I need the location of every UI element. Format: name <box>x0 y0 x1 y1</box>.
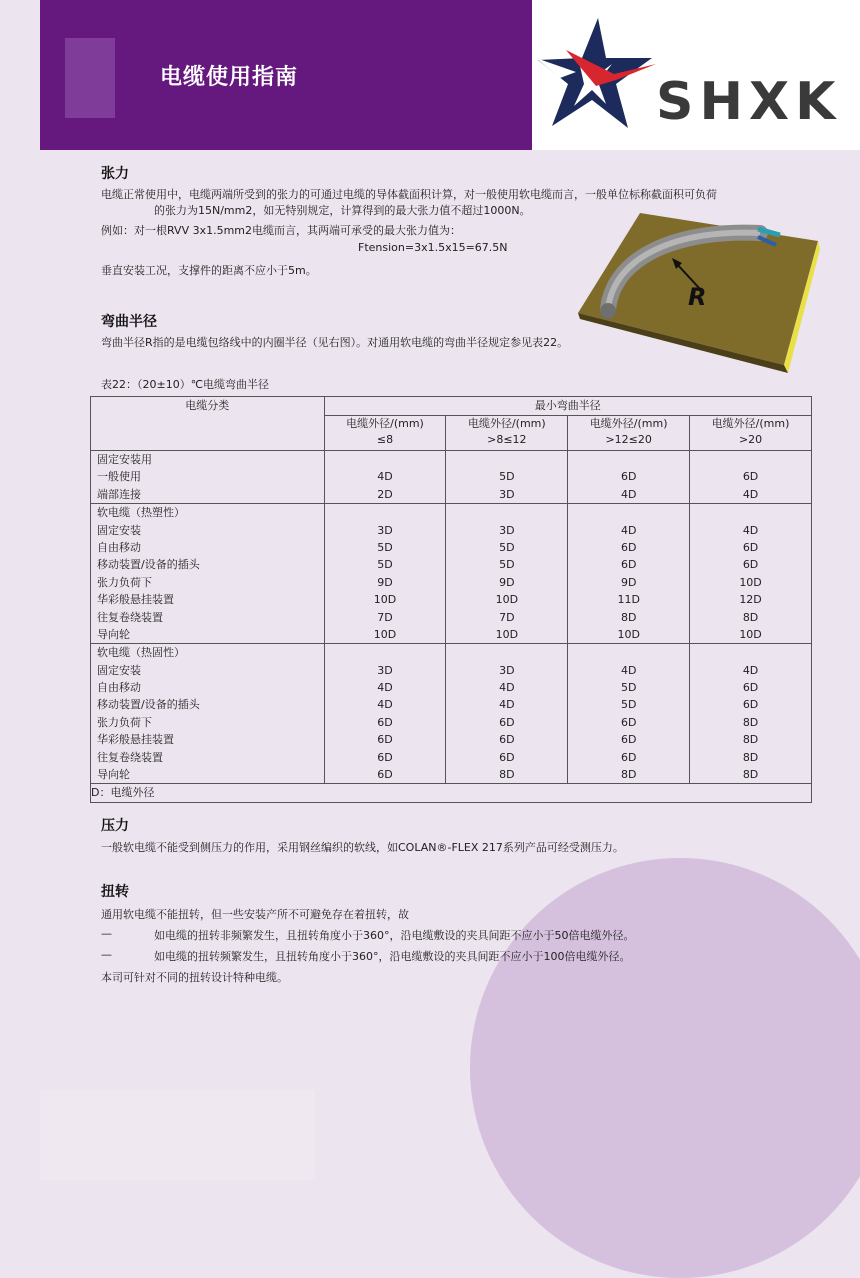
subheader-label: 电缆外径/(mm) <box>346 417 424 430</box>
table-cell: 4D <box>377 470 393 484</box>
table-cell: 6D <box>742 698 759 712</box>
table-cell: 6D <box>377 715 393 729</box>
table-cell: 3D <box>499 663 515 677</box>
header-min-radius: 最小弯曲半径 <box>324 397 811 416</box>
group-title-spacer <box>568 504 689 521</box>
table-cell: 10D <box>739 627 762 641</box>
table-cell: 3D <box>499 487 515 501</box>
torsion-item-1: 如电缆的扭转非频繁发生，且扭转角度小于360°，沿电缆敷设的夹具间距不应小于50倍电缆外径。 <box>154 929 635 942</box>
subheader-label: 电缆外径/(mm) <box>711 417 790 430</box>
table-cell: 6D <box>499 750 515 764</box>
group-title-spacer <box>446 504 567 521</box>
group-title-spacer <box>568 644 689 661</box>
table-cell: 3D <box>377 663 393 677</box>
group-title: 软电缆（热塑性） <box>97 506 185 520</box>
table-caption: 表22：（20±10）℃电缆弯曲半径 <box>101 378 270 391</box>
table-cell: 8D <box>499 768 515 782</box>
group-title-spacer <box>446 644 567 661</box>
row-name: 移动装置/设备的插头 <box>97 558 200 572</box>
table-cell: 5D <box>620 681 637 695</box>
table-cell: 10D <box>739 575 762 589</box>
subheader-range: ≤8 <box>376 433 394 446</box>
table-cell: 3D <box>499 523 515 537</box>
tension-heading: 张力 <box>101 166 129 182</box>
table-cell: 6D <box>377 733 393 747</box>
table-cell: 5D <box>499 558 515 572</box>
table-cell: 4D <box>620 523 637 537</box>
group-title-spacer <box>568 451 689 468</box>
tension-example: 例如：对一根RVV 3x1.5mm2电缆而言，其两端可承受的最大张力值为： <box>101 224 462 237</box>
table-cell: 12D <box>739 593 762 607</box>
table-body <box>91 451 812 784</box>
table-cell: 9D <box>377 575 393 589</box>
table-cell: 9D <box>620 575 637 589</box>
table-cell: 5D <box>499 470 515 484</box>
row-name: 华彩般悬挂装置 <box>97 733 174 747</box>
bend-text: 弯曲半径R指的是电缆包络线中的内圈半径（见右图）。对通用软电缆的弯曲半径规定参见表22。 <box>101 336 569 349</box>
table-group <box>91 451 812 504</box>
table-cell: 5D <box>620 698 637 712</box>
table-cell: 10D <box>495 593 519 607</box>
row-name: 张力负荷下 <box>97 715 152 729</box>
subheader-range: >12≤20 <box>605 433 652 446</box>
tension-text-line2: 的张力为15N/mm2，如无特别规定，计算得到的最大张力值不超过1000N。 <box>154 204 531 217</box>
row-name: 往复卷绕装置 <box>97 610 163 624</box>
subheader-range: >20 <box>738 433 763 446</box>
table-cell: 10D <box>495 627 519 641</box>
row-name: 自由移动 <box>97 681 141 695</box>
table-cell: 4D <box>620 663 637 677</box>
page-title: 电缆使用指南 <box>160 65 299 90</box>
row-name: 张力负荷下 <box>97 575 152 589</box>
bend-radius-table <box>90 396 812 803</box>
table-cell: 6D <box>499 715 515 729</box>
table-cell: 6D <box>620 750 637 764</box>
table-footnote: D：电缆外径 <box>91 784 812 803</box>
row-name: 导向轮 <box>97 627 130 641</box>
table-cell: 4D <box>499 698 515 712</box>
table-cell: 4D <box>620 487 637 501</box>
row-name: 往复卷绕装置 <box>97 750 163 764</box>
table-group <box>91 644 812 784</box>
table-cell: 4D <box>742 663 759 677</box>
table-cell: 6D <box>742 558 759 572</box>
table-cell: 3D <box>377 523 393 537</box>
table-cell: 8D <box>620 768 637 782</box>
table-cell: 7D <box>377 610 393 624</box>
row-name: 固定安装 <box>97 523 141 537</box>
table-cell: 6D <box>377 750 393 764</box>
tension-vertical-note: 垂直安装工况，支撑件的距离不应小于5m。 <box>101 264 317 277</box>
table-cell: 8D <box>742 610 759 624</box>
table-cell: 6D <box>620 715 637 729</box>
group-title: 固定安装用 <box>97 453 152 466</box>
table-cell: 8D <box>742 750 759 764</box>
group-title: 软电缆（热固性） <box>97 646 185 660</box>
table-cell: 9D <box>499 575 515 589</box>
row-name: 移动装置/设备的插头 <box>97 698 200 712</box>
table-cell: 5D <box>377 540 393 554</box>
logo-text: SHXK <box>656 72 842 132</box>
table-cell: 8D <box>742 733 759 747</box>
table-cell: 10D <box>373 593 397 607</box>
torsion-dash-1: — <box>101 927 112 940</box>
tension-text-line1: 电缆正常使用中，电缆两端所受到的张力的可通过电缆的导体截面积计算，对一般使用软电缆而言，一般单位标称截面积可负荷 <box>101 188 717 201</box>
radius-label: R <box>688 283 707 311</box>
table-cell: 6D <box>377 768 393 782</box>
bend-heading: 弯曲半径 <box>101 314 157 330</box>
group-title-spacer <box>690 504 811 521</box>
group-title-spacer <box>325 451 446 468</box>
header-accent-square <box>65 38 115 118</box>
pressure-text: 一般软电缆不能受到侧压力的作用，采用钢丝编织的软线，如COLAN®-FLEX 217系列产品可经受测压力。 <box>101 841 624 854</box>
row-name: 固定安装 <box>97 663 141 677</box>
group-title-spacer <box>325 504 446 521</box>
table-cell: 4D <box>377 681 393 695</box>
torsion-heading: 扭转 <box>101 884 129 900</box>
table-cell: 7D <box>499 610 515 624</box>
table-cell: 6D <box>620 540 637 554</box>
row-name: 端部连接 <box>97 487 141 501</box>
table-cell: 4D <box>377 698 393 712</box>
table-cell: 10D <box>373 627 397 641</box>
star-logo-icon <box>536 14 656 134</box>
table-cell: 8D <box>742 768 759 782</box>
table-cell: 11D <box>617 593 640 607</box>
torsion-intro: 通用软电缆不能扭转，但一些安装产所不可避免存在着扭转，故 <box>101 908 409 921</box>
table-cell: 4D <box>499 681 515 695</box>
group-title-spacer <box>690 644 811 661</box>
row-name: 导向轮 <box>97 768 130 782</box>
table-group <box>91 504 812 644</box>
table-cell: 4D <box>742 487 759 501</box>
row-name: 华彩般悬挂装置 <box>97 593 174 607</box>
table-cell: 8D <box>620 610 637 624</box>
table-cell: 6D <box>620 558 637 572</box>
group-title-spacer <box>446 451 567 468</box>
table-cell: 6D <box>620 470 637 484</box>
group-title-spacer <box>690 451 811 468</box>
tension-formula: Ftension=3x1.5x15=67.5N <box>358 241 508 254</box>
table-cell: 6D <box>742 681 759 695</box>
table-cell: 6D <box>620 733 637 747</box>
company-logo <box>532 0 860 150</box>
table-cell: 6D <box>499 733 515 747</box>
table-cell: 6D <box>742 540 759 554</box>
bend-radius-figure <box>570 205 820 379</box>
row-name: 一般使用 <box>97 470 141 484</box>
subheader-label: 电缆外径/(mm) <box>467 417 546 430</box>
table-cell: 10D <box>617 627 640 641</box>
table-cell: 8D <box>742 715 759 729</box>
subheader-label: 电缆外径/(mm) <box>589 417 668 430</box>
table-cell: 6D <box>742 470 759 484</box>
torsion-dash-2: — <box>101 948 112 961</box>
torsion-closing: 本司可针对不同的扭转设计特种电缆。 <box>101 971 288 984</box>
decorative-panel <box>40 1090 315 1180</box>
subheader-range: >8≤12 <box>487 433 527 446</box>
table-cell: 4D <box>742 523 759 537</box>
header-category: 电缆分类 <box>91 397 325 451</box>
torsion-item-2: 如电缆的扭转频繁发生，且扭转角度小于360°，沿电缆敷设的夹具间距不应小于100倍电缆外径。 <box>154 950 631 963</box>
table-cell: 5D <box>499 540 515 554</box>
pressure-heading: 压力 <box>101 818 129 834</box>
decorative-circle <box>470 858 860 1278</box>
row-name: 自由移动 <box>97 540 141 554</box>
table-cell: 2D <box>377 487 393 501</box>
group-title-spacer <box>325 644 446 661</box>
table-cell: 5D <box>377 558 393 572</box>
